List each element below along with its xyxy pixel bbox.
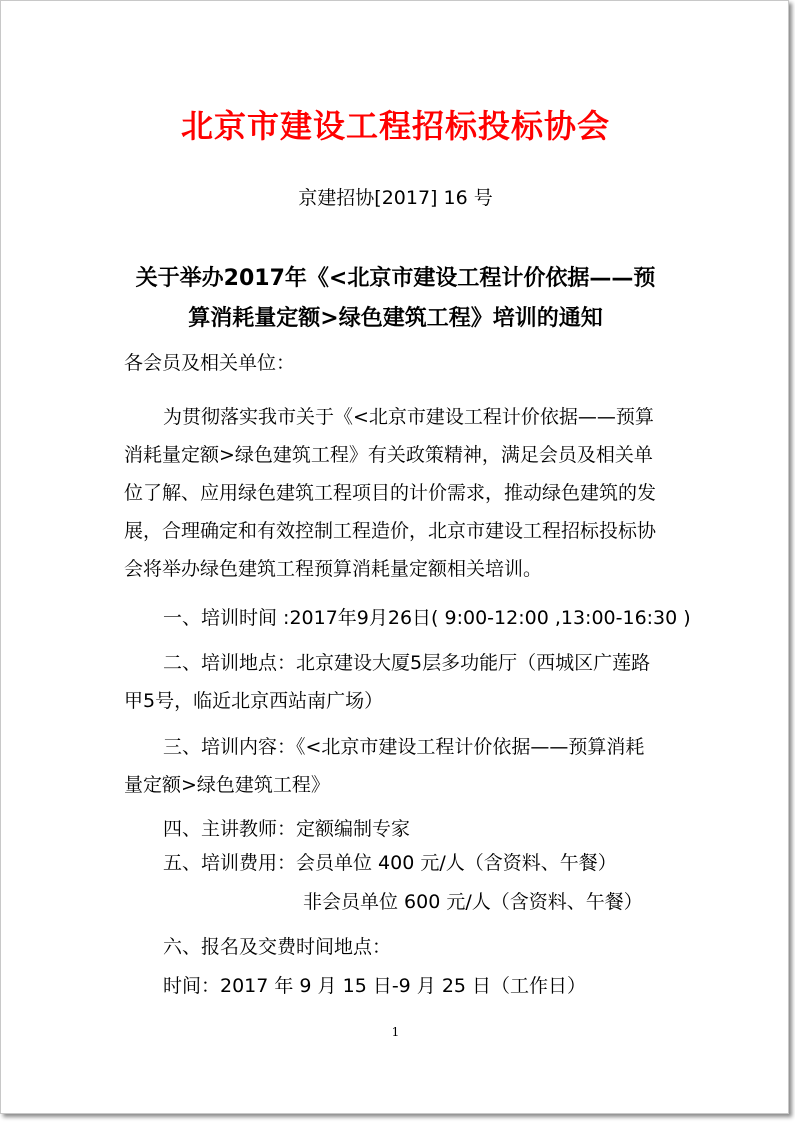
salutation: 各会员及相关单位： <box>124 352 296 374</box>
item-training-location-line-2: 甲5号，临近北京西站南广场） <box>124 690 384 712</box>
organization-title: 北京市建设工程招标投标协会 <box>180 107 610 145</box>
item-training-time: 一、培训时间 :2017年9月26日( 9:00-12:00 ,13:00-16:30 ) <box>163 607 691 629</box>
intro-line-2: 消耗量定额>绿色建筑工程》有关政策精神，满足会员及相关单 <box>124 444 653 466</box>
notice-title-line-1: 关于举办2017年《<北京市建设工程计价依据——预 <box>135 266 656 291</box>
notice-title-line-2: 算消耗量定额>绿色建筑工程》培训的通知 <box>188 306 603 331</box>
intro-line-3: 位了解、应用绿色建筑工程项目的计价需求，推动绿色建筑的发 <box>124 482 657 504</box>
item-training-content-line-2: 量定额>绿色建筑工程》 <box>124 774 330 796</box>
item-registration: 六、报名及交费时间地点： <box>163 936 392 958</box>
page-number: 1 <box>391 1025 400 1039</box>
intro-line-1: 为贯彻落实我市关于《<北京市建设工程计价依据——预算 <box>163 406 654 428</box>
item-fee-member: 五、培训费用：会员单位 400 元/人（含资料、午餐） <box>163 852 617 874</box>
item-training-location-line-1: 二、培训地点：北京建设大厦5层多功能厅（西城区广莲路 <box>163 652 651 674</box>
item-training-content-line-1: 三、培训内容：《<北京市建设工程计价依据——预算消耗 <box>163 736 645 758</box>
item-fee-nonmember: 非会员单位 600 元/人（含资料、午餐） <box>303 891 643 913</box>
document-number: 京建招协[2017] 16 号 <box>298 187 493 209</box>
item-registration-time: 时间：2017 年 9 月 15 日-9 月 25 日（工作日） <box>163 975 587 997</box>
intro-line-5: 会将举办绿色建筑工程预算消耗量定额相关培训。 <box>124 558 543 580</box>
intro-line-4: 展，合理确定和有效控制工程造价，北京市建设工程招标投标协 <box>124 520 657 542</box>
item-lecturer: 四、主讲教师：定额编制专家 <box>163 818 411 840</box>
